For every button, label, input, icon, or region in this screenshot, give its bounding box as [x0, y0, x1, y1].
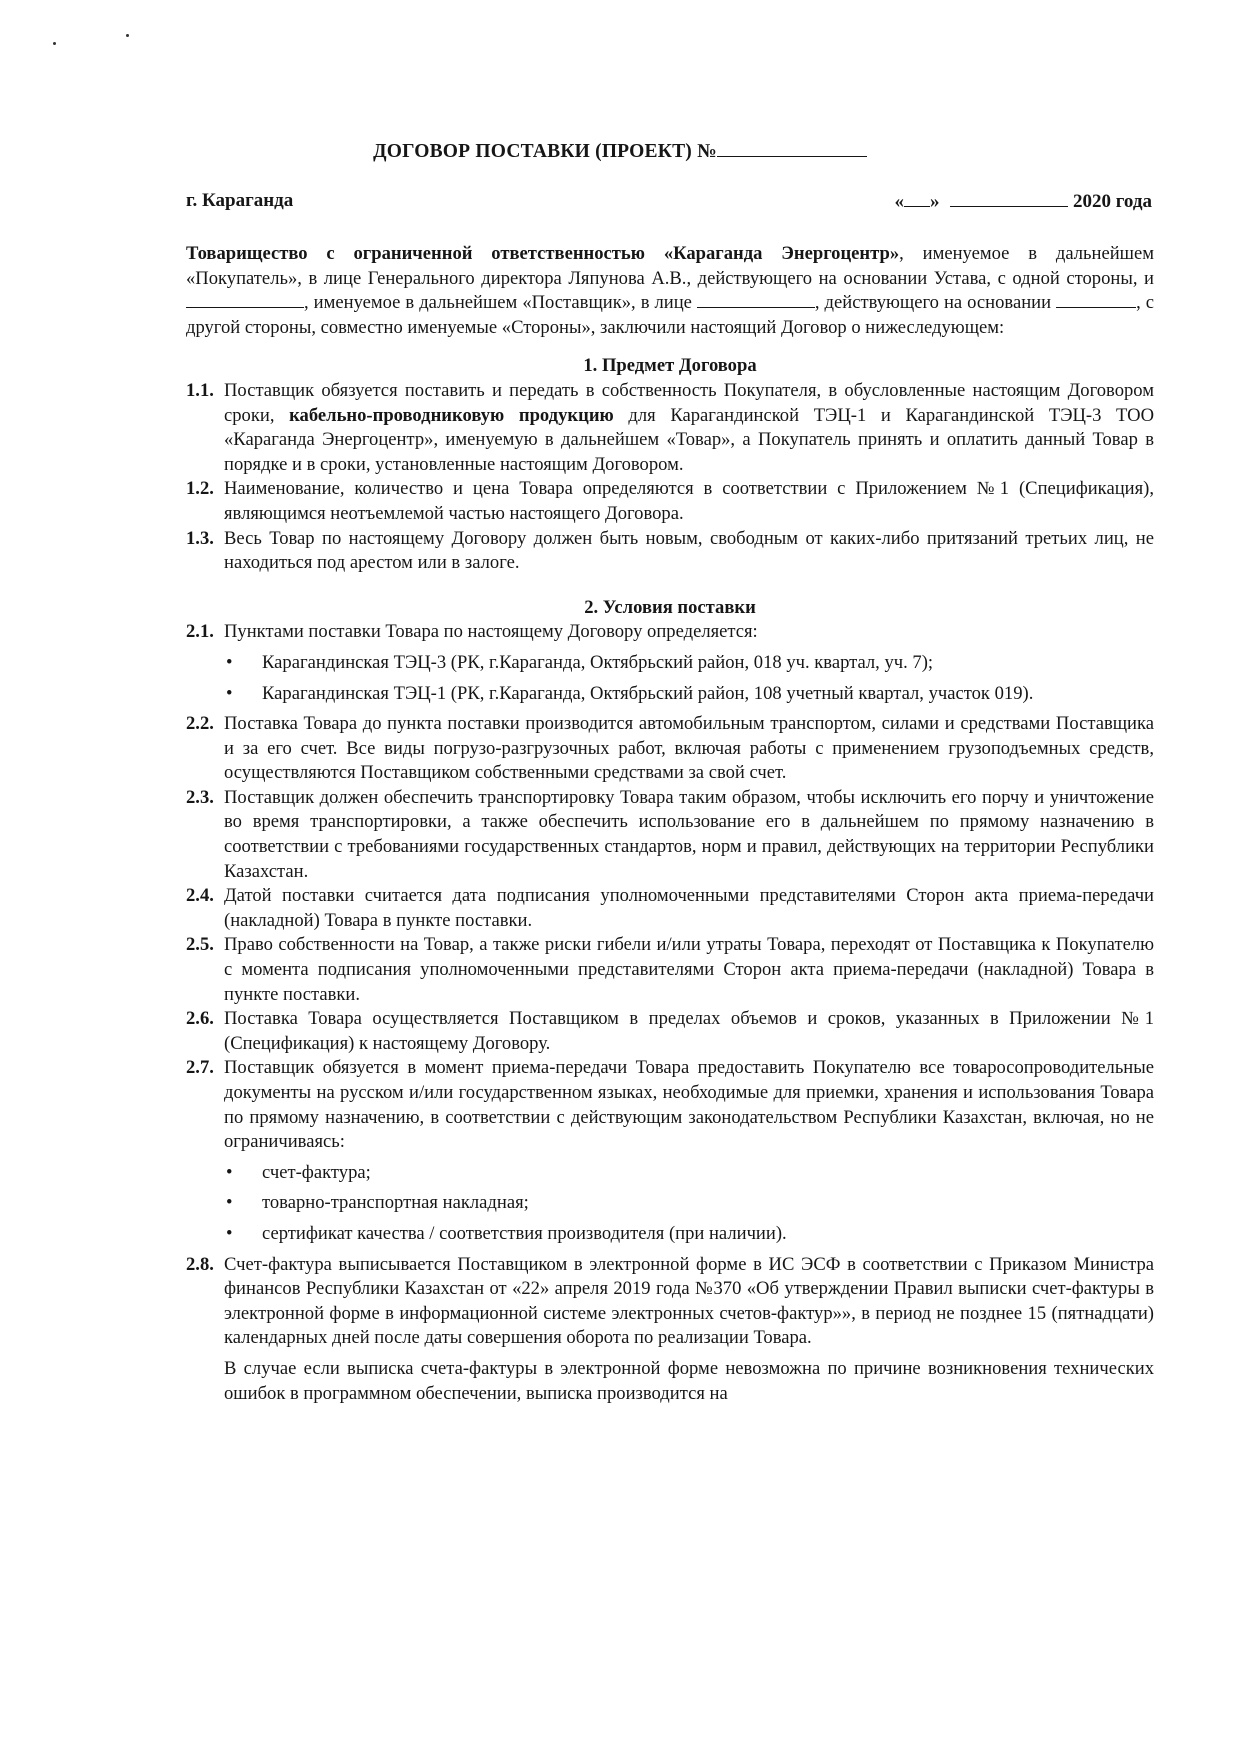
place-date-line — [186, 190, 1152, 213]
clause-2-2: 2.2. Поставка Товара до пункта поставки производится автомобильным транспортом, силами и средствами Поставщика и за его счет. Все виды погрузо-разгрузочных работ, включая работы с применением грузоподъемных средств, осуществляются Поставщиком собственными средствами за свой счет. — [186, 713, 1154, 784]
list-item: • сертификат качества / соответствия производителя (при наличии). — [224, 1222, 1154, 1247]
preamble: Товарищество с ограниченной ответственностью «Караганда Энергоцентр», именуемое в дальнейшем «Покупатель», в лице Генерального директора Ляпунова А.В., действующего на основании Устава, с одной стороны, и , именуемое в дальнейшем «Поставщик», в лице , действующего на основании , с другой стороны, совместно именуемые «Стороны», заключили настоящий Договор о нижеследующем: — [186, 243, 1154, 338]
document-title — [0, 140, 1240, 163]
city: г. Караганда — [186, 190, 294, 211]
buyer-name: Товарищество с ограниченной ответственностью «Караганда Энергоцентр» — [186, 243, 900, 264]
clause-2-5: 2.5. Право собственности на Товар, а также риски гибели и/или утраты Товара, переходят от Поставщика к Покупателю с момента подписания уполномоченными представителями Сторон акта приема-передачи (накладной) Товара в пункте поставки. — [186, 934, 1154, 1005]
clause-2-4: 2.4. Датой поставки считается дата подписания уполномоченными представителями Сторон акта приема-передачи (накладной) Товара в пункте поставки. — [186, 885, 1154, 931]
clause-2-7: 2.7. Поставщик обязуется в момент приема-передачи Товара предоставить Покупателю все товаросопроводительные документы на русском и/или государственном языках, необходимые для приемки, хранения и использования Товара по прямому назначению, в соответствии с действующим законодательством Республики Казахстан, включая, но не ограничиваясь: — [186, 1057, 1154, 1153]
list-item: • счет-фактура; — [224, 1161, 1154, 1186]
list-item: • Карагандинская ТЭЦ-1 (РК, г.Караганда, Октябрьский район, 108 учетный квартал, участок 019). — [224, 682, 1154, 707]
section-2-title: 2. Условия поставки — [584, 596, 756, 618]
bullet-icon: • — [226, 1161, 233, 1183]
clause-1-3: 1.3. Весь Товар по настоящему Договору должен быть новым, свободным от каких-либо притязаний третьих лиц, не находиться под арестом или в залоге. — [186, 527, 1154, 574]
title-text: ДОГОВОР ПОСТАВКИ (ПРОЕКТ) № — [373, 141, 717, 162]
bullet-icon: • — [226, 682, 233, 704]
clause-2-6: 2.6. Поставка Товара осуществляется Поставщиком в пределах объемов и сроков, указанных в Приложении №1 (Спецификация) к настоящему Договору. — [186, 1008, 1154, 1054]
delivery-points-list — [224, 651, 1154, 706]
contract-date: « » 2020 года — [894, 191, 1152, 212]
clause-1-1: 1.1. Поставщик обязуется поставить и передать в собственность Покупателя, в обусловленные настоящим Договором сроки, кабельно-проводниковую продукцию для Карагандинской ТЭЦ-1 и Карагандинской ТЭЦ-3 ТОО «Караганда Энергоцентр», именуемую в дальнейшем «Товар», а Покупатель принять и оплатить данный Товар в порядке и в сроки, установленные настоящим Договором. — [186, 379, 1154, 475]
documents-list — [224, 1161, 1154, 1247]
clause-2-1: 2.1. Пунктами поставки Товара по настоящему Договору определяется: — [186, 621, 758, 643]
scan-speck — [53, 42, 56, 45]
list-item: • товарно-транспортная накладная; — [224, 1191, 1154, 1216]
scan-speck — [126, 34, 129, 37]
clause-2-3: 2.3. Поставщик должен обеспечить транспортировку Товара таким образом, чтобы исключить его порчу и уничтожение во время транспортировки, а также обеспечить использование его в дальнейшем по прямому назначению в соответствии с требованиями государственных стандартов, норм и правил, действующих на территории Республики Казахстан. — [186, 786, 1154, 882]
supplier-name-blank — [186, 291, 304, 308]
supplier-rep-blank — [697, 291, 815, 308]
clause-2-8-continuation: В случае если выписка счета-фактуры в электронной форме невозможна по причине возникновения технических ошибок в программном обеспечении, выписка производится на — [224, 1357, 1154, 1404]
list-item: • Карагандинская ТЭЦ-3 (РК, г.Караганда, Октябрьский район, 018 уч. квартал, уч. 7); — [224, 651, 1154, 676]
bullet-icon: • — [226, 651, 233, 673]
bullet-icon: • — [226, 1222, 233, 1244]
day-blank — [904, 190, 930, 207]
month-blank — [950, 190, 1068, 207]
supplier-basis-blank — [1056, 291, 1136, 308]
bullet-icon: • — [226, 1192, 233, 1214]
section-1-title: 1. Предмет Договора — [583, 355, 757, 377]
clause-1-2: 1.2. Наименование, количество и цена Товара определяются в соответствии с Приложением №1 (Спецификация), являющимся неотъемлемой частью настоящего Договора. — [186, 478, 1154, 524]
contract-number-blank — [717, 140, 867, 157]
clause-2-8: 2.8. Счет-фактура выписывается Поставщиком в электронной форме в ИС ЭСФ в соответствии с Приказом Министра финансов Республики Казахстан от «22» апреля 2019 года №370 «Об утверждении Правил выписки счет-фактуры в электронной форме в информационной системе электронных счетов-фактур»», в период не позднее 15 (пятнадцати) календарных дней после даты совершения оборота по реализации Товара. — [186, 1253, 1154, 1349]
document-body — [186, 242, 1154, 1406]
